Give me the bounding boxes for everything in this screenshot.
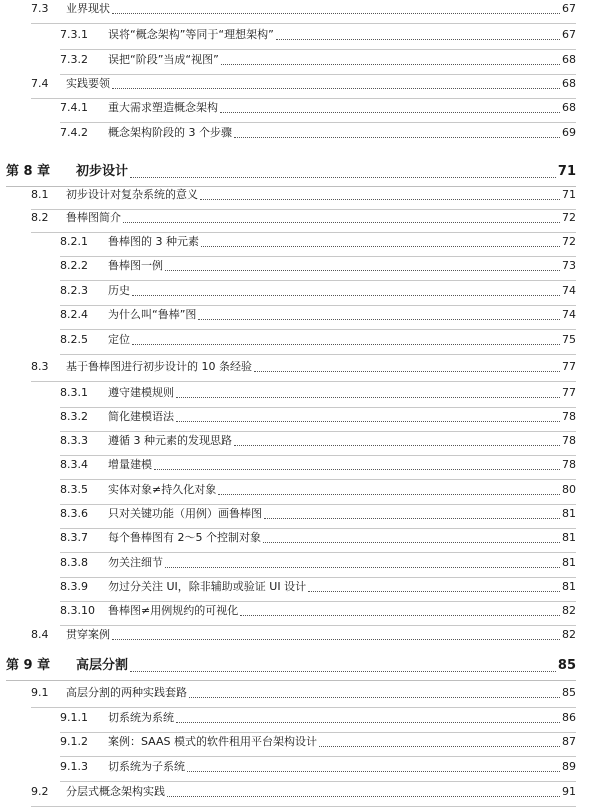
toc-dot-leader xyxy=(234,125,560,138)
toc-separator xyxy=(60,256,576,257)
toc-entry-title: 历史 xyxy=(108,284,130,297)
toc-entry-title: 实践要领 xyxy=(66,77,110,90)
toc-entry-page: 74 xyxy=(562,284,576,297)
toc-entry-title: 基于鲁棒图进行初步设计的 10 条经验 xyxy=(66,360,252,373)
toc-entry-page: 68 xyxy=(562,77,576,90)
toc-dot-leader xyxy=(130,162,556,178)
toc-separator xyxy=(60,601,576,602)
toc-entry xyxy=(0,162,591,182)
toc-entry xyxy=(0,759,591,775)
toc-entry-page: 71 xyxy=(562,188,576,201)
toc-entry-title: 误把“阶段”当成“视图” xyxy=(108,53,219,66)
toc-entry xyxy=(0,76,591,92)
toc-entry-title: 简化建模语法 xyxy=(108,410,174,423)
toc-dot-leader xyxy=(200,187,560,200)
toc-entry-title: 误将“概念架构”等同于“理想架构” xyxy=(108,28,274,41)
toc-dot-leader xyxy=(112,627,560,640)
toc-separator xyxy=(60,49,576,50)
toc-entry-title: 案例：SAAS 模式的软件租用平台架构设计 xyxy=(108,735,318,748)
toc-entry xyxy=(0,52,591,68)
toc-separator xyxy=(60,280,576,281)
toc-entry-title: 概念架构阶段的 3 个步骤 xyxy=(108,126,232,139)
toc-entry xyxy=(0,710,591,726)
toc-entry-title: 只对关键功能（用例）画鲁棒图 xyxy=(108,507,262,520)
toc-dot-leader xyxy=(165,258,560,271)
toc-entry-page: 68 xyxy=(562,53,576,66)
toc-entry-page: 75 xyxy=(562,333,576,346)
toc-entry-number: 第 9 章 xyxy=(6,658,51,673)
toc-dot-leader xyxy=(240,603,560,616)
toc-dot-leader xyxy=(254,359,560,372)
toc-entry xyxy=(0,506,591,522)
toc-entry-title: 勿过分关注 UI，除非辅助或验证 UI 设计 xyxy=(108,580,307,593)
toc-dot-leader xyxy=(319,734,560,747)
toc-entry xyxy=(0,385,591,401)
toc-separator xyxy=(60,329,576,330)
toc-entry-page: 91 xyxy=(562,785,576,798)
toc-dot-leader xyxy=(154,457,560,470)
toc-entry-number: 8.2.5 xyxy=(60,333,88,346)
toc-separator xyxy=(60,455,576,456)
toc-entry-title: 切系统为子系统 xyxy=(108,760,185,773)
toc-dot-leader xyxy=(165,555,560,568)
toc-dot-leader xyxy=(264,506,560,519)
toc-entry-page: 69 xyxy=(562,126,576,139)
toc-entry-number: 8.3.6 xyxy=(60,507,88,520)
toc-entry xyxy=(0,125,591,141)
toc-separator xyxy=(60,479,576,480)
toc-entry xyxy=(0,734,591,750)
toc-entry-number: 8.3.10 xyxy=(60,604,95,617)
toc-entry-title: 鲁棒图简介 xyxy=(66,211,121,224)
toc-dot-leader xyxy=(112,1,560,14)
toc-entry-number: 7.3.1 xyxy=(60,28,88,41)
toc-entry xyxy=(0,332,591,348)
toc-entry xyxy=(0,258,591,274)
toc-entry xyxy=(0,283,591,299)
toc-separator xyxy=(60,528,576,529)
toc-entry xyxy=(0,784,591,800)
toc-entry-page: 73 xyxy=(562,259,576,272)
toc-dot-leader xyxy=(167,784,560,797)
toc-entry-page: 82 xyxy=(562,628,576,641)
toc-entry-title: 重大需求塑造概念架构 xyxy=(108,101,218,114)
toc-entry-title: 遵循 3 种元素的发现思路 xyxy=(108,434,232,447)
toc-entry-page: 78 xyxy=(562,458,576,471)
toc-dot-leader xyxy=(132,283,560,296)
toc-entry-page: 67 xyxy=(562,28,576,41)
toc-separator xyxy=(60,74,576,75)
toc-entry-number: 8.3.7 xyxy=(60,531,88,544)
toc-entry xyxy=(0,530,591,546)
toc-separator xyxy=(60,354,576,355)
toc-entry-number: 7.4.2 xyxy=(60,126,88,139)
toc-separator xyxy=(60,781,576,782)
toc-entry-number: 9.1.3 xyxy=(60,760,88,773)
toc-dot-leader xyxy=(123,210,560,223)
toc-entry-number: 9.1.2 xyxy=(60,735,88,748)
toc-entry-number: 8.3.4 xyxy=(60,458,88,471)
toc-separator xyxy=(60,122,576,123)
toc-dot-leader xyxy=(112,76,560,89)
toc-entry-title: 勿关注细节 xyxy=(108,556,163,569)
toc-dot-leader xyxy=(218,482,560,495)
toc-entry-page: 89 xyxy=(562,760,576,773)
toc-entry-number: 第 8 章 xyxy=(6,164,51,179)
toc-entry-page: 78 xyxy=(562,434,576,447)
toc-separator xyxy=(31,381,576,382)
toc-entry xyxy=(0,210,591,226)
toc-entry-title: 鲁棒图一例 xyxy=(108,259,163,272)
toc-entry xyxy=(0,603,591,619)
toc-entry-number: 8.1 xyxy=(31,188,49,201)
toc-dot-leader xyxy=(221,52,560,65)
toc-entry-page: 72 xyxy=(562,211,576,224)
toc-entry-title: 每个鲁棒图有 2～5 个控制对象 xyxy=(108,531,261,544)
toc-separator xyxy=(60,552,576,553)
toc-entry-page: 72 xyxy=(562,235,576,248)
toc-entry-title: 鲁棒图的 3 种元素 xyxy=(108,235,199,248)
toc-entry-number: 8.3.8 xyxy=(60,556,88,569)
toc-entry-number: 7.3.2 xyxy=(60,53,88,66)
toc-entry-page: 85 xyxy=(562,686,576,699)
toc-entry-page: 78 xyxy=(562,410,576,423)
toc-entry-number: 8.3.1 xyxy=(60,386,88,399)
toc-dot-leader xyxy=(189,685,560,698)
toc-dot-leader xyxy=(176,409,560,422)
toc-entry-number: 7.4 xyxy=(31,77,49,90)
toc-entry xyxy=(0,1,591,17)
toc-separator xyxy=(60,431,576,432)
toc-entry-title: 贯穿案例 xyxy=(66,628,110,641)
toc-entry-number: 9.2 xyxy=(31,785,49,798)
toc-entry-page: 81 xyxy=(562,531,576,544)
toc-entry-number: 8.2.1 xyxy=(60,235,88,248)
toc-separator xyxy=(60,577,576,578)
toc-dot-leader xyxy=(276,27,560,40)
toc-dot-leader xyxy=(176,710,560,723)
toc-entry-page: 81 xyxy=(562,507,576,520)
toc-entry-title: 分层式概念架构实践 xyxy=(66,785,165,798)
toc-entry-page: 77 xyxy=(562,360,576,373)
toc-entry-number: 8.4 xyxy=(31,628,49,641)
toc-entry xyxy=(0,409,591,425)
toc-entry xyxy=(0,187,591,203)
toc-dot-leader xyxy=(263,530,560,543)
toc-entry xyxy=(0,433,591,449)
toc-entry-number: 8.3.2 xyxy=(60,410,88,423)
toc-entry-number: 7.4.1 xyxy=(60,101,88,114)
toc-entry xyxy=(0,100,591,116)
toc-dot-leader xyxy=(187,759,560,772)
toc-entry-title: 鲁棒图≠用例规约的可视化 xyxy=(108,604,239,617)
toc-entry-number: 9.1 xyxy=(31,686,49,699)
toc-entry-number: 8.2.3 xyxy=(60,284,88,297)
toc-entry-title: 定位 xyxy=(108,333,130,346)
toc-entry-number: 8.3.5 xyxy=(60,483,88,496)
toc-entry xyxy=(0,656,591,676)
toc-separator xyxy=(60,504,576,505)
toc-entry xyxy=(0,579,591,595)
toc-entry xyxy=(0,627,591,643)
toc-entry-page: 77 xyxy=(562,386,576,399)
toc-dot-leader xyxy=(308,579,560,592)
toc-entry-number: 8.3 xyxy=(31,360,49,373)
toc-separator xyxy=(31,98,576,99)
toc-entry-title: 实体对象≠持久化对象 xyxy=(108,483,217,496)
toc-dot-leader xyxy=(198,307,560,320)
toc-entry-title: 增量建模 xyxy=(108,458,152,471)
toc-entry-title: 业界现状 xyxy=(66,2,110,15)
toc-entry-page: 87 xyxy=(562,735,576,748)
toc-entry xyxy=(0,457,591,473)
toc-dot-leader xyxy=(130,656,556,672)
toc-entry-number: 8.2.4 xyxy=(60,308,88,321)
toc-dot-leader xyxy=(201,234,560,247)
toc-separator xyxy=(60,756,576,757)
toc-entry-number: 8.2 xyxy=(31,211,49,224)
toc-entry-page: 68 xyxy=(562,101,576,114)
toc-entry xyxy=(0,27,591,43)
toc-entry-page: 85 xyxy=(557,658,576,673)
toc-separator xyxy=(60,305,576,306)
toc-dot-leader xyxy=(132,332,560,345)
toc-dot-leader xyxy=(176,385,560,398)
toc-entry-page: 86 xyxy=(562,711,576,724)
toc-entry-number: 7.3 xyxy=(31,2,49,15)
toc-entry-page: 74 xyxy=(562,308,576,321)
toc-entry-title: 初步设计 xyxy=(76,164,129,179)
toc-entry-title: 高层分割 xyxy=(76,658,129,673)
toc-entry-title: 遵守建模规则 xyxy=(108,386,174,399)
toc-dot-leader xyxy=(234,433,560,446)
toc-dot-leader xyxy=(220,100,560,113)
toc-separator xyxy=(60,732,576,733)
toc-entry xyxy=(0,307,591,323)
toc-separator xyxy=(60,407,576,408)
toc-separator xyxy=(60,625,576,626)
toc-entry-page: 67 xyxy=(562,2,576,15)
toc-entry-title: 切系统为系统 xyxy=(108,711,174,724)
toc-entry-title: 初步设计对复杂系统的意义 xyxy=(66,188,198,201)
toc-entry-number: 8.3.9 xyxy=(60,580,88,593)
toc-entry-page: 81 xyxy=(562,556,576,569)
toc-entry-page: 82 xyxy=(562,604,576,617)
toc-entry-page: 71 xyxy=(557,164,576,179)
toc-entry-number: 8.3.3 xyxy=(60,434,88,447)
toc-separator xyxy=(6,680,576,681)
toc-entry-number: 9.1.1 xyxy=(60,711,88,724)
toc-entry xyxy=(0,482,591,498)
toc-entry-title: 为什么叫“鲁棒”图 xyxy=(108,308,197,321)
toc-entry xyxy=(0,234,591,250)
toc-entry xyxy=(0,359,591,375)
toc-entry-page: 81 xyxy=(562,580,576,593)
toc-entry-page: 80 xyxy=(562,483,576,496)
toc-entry xyxy=(0,685,591,701)
toc-separator xyxy=(31,232,576,233)
toc-entry-number: 8.2.2 xyxy=(60,259,88,272)
toc-entry-title: 高层分割的两种实践套路 xyxy=(66,686,187,699)
toc-separator xyxy=(31,23,576,24)
toc-entry xyxy=(0,555,591,571)
toc-separator xyxy=(31,707,576,708)
